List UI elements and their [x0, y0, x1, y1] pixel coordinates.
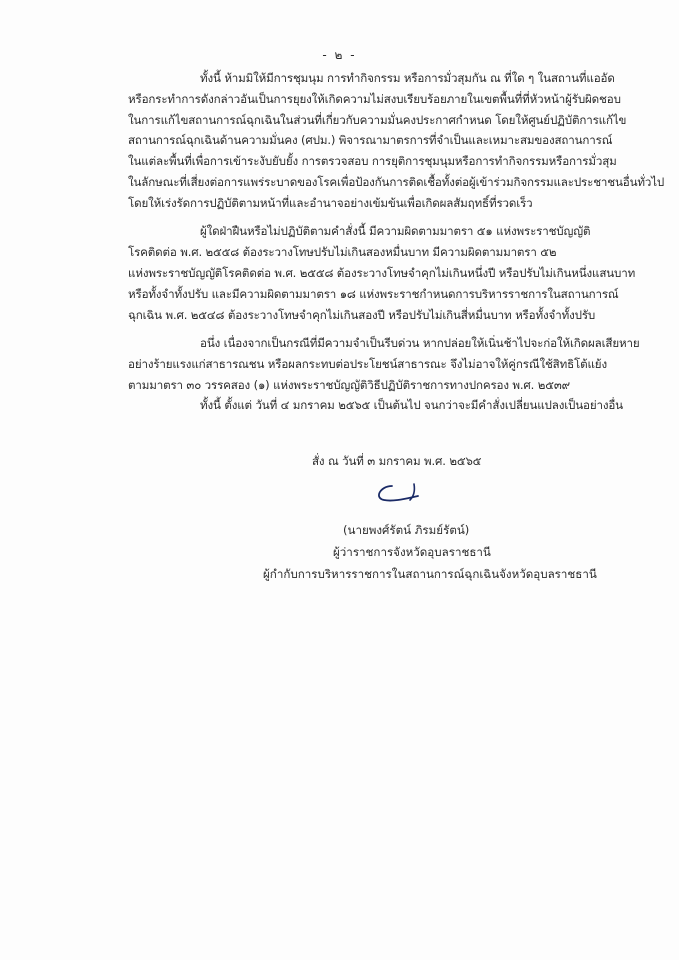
signatory-name: (นายพงศ์รัตน์ ภิรมย์รัตน์)	[343, 523, 470, 537]
paragraph-line: หรือกระทำการดังกล่าวอันเป็นการยุยงให้เกิดความไม่สงบเรียบร้อยภายในเขตพื้นที่ที่หัวหน้าผู้รับผิดชอบ	[128, 92, 621, 106]
paragraph-line: ทั้งนี้ ห้ามมิให้มีการชุมนุม การทำกิจกรรม หรือการมั่วสุมกัน ณ ที่ใด ๆ ในสถานที่แออัด	[200, 71, 615, 85]
signature-mark	[368, 478, 438, 508]
paragraph-line: โดยให้เร่งรัดการปฏิบัติตามหน้าที่และอำนาจอย่างเข้มข้นเพื่อเกิดผลสัมฤทธิ์ที่รวดเร็ว	[128, 196, 533, 210]
paragraph-line: หรือทั้งจำทั้งปรับ และมีความผิดตามมาตรา ๑๘ แห่งพระราชกำหนดการบริหารราชการในสถานการณ์	[128, 287, 619, 301]
paragraph-line: สถานการณ์ฉุกเฉินด้านความมั่นคง (ศปม.) พิจารณามาตรการที่จำเป็นและเหมาะสมของสถานการณ์	[128, 133, 613, 147]
paragraph-line: ในแต่ละพื้นที่เพื่อการเข้าระงับยับยั้ง การตรวจสอบ การยุติการชุมนุมหรือการทำกิจกรรมหรือการมั่วสุม	[128, 154, 617, 168]
paragraph-line: ในลักษณะที่เสี่ยงต่อการแพร่ระบาดของโรคเพื่อป้องกันการติดเชื้อทั้งต่อผู้เข้าร่วมกิจกรรมและประชาชนอื่นทั่วไป	[128, 175, 665, 189]
page-number: - ๒ -	[322, 48, 357, 62]
paragraph-line: ในการแก้ไขสถานการณ์ฉุกเฉินในส่วนที่เกี่ยวกับความมั่นคงประกาศกำหนด โดยให้ศูนย์ปฏิบัติการแก้ไข	[128, 113, 627, 127]
order-date-line: สั่ง ณ วันที่ ๓ มกราคม พ.ศ. ๒๕๖๕	[312, 454, 482, 468]
paragraph-line: อนึ่ง เนื่องจากเป็นกรณีที่มีความจำเป็นรีบด่วน หากปล่อยให้เนิ่นช้าไปจะก่อให้เกิดผลเสียหาย	[200, 336, 640, 350]
paragraph-line: ผู้ใดฝ่าฝืนหรือไม่ปฏิบัติตามคำสั่งนี้ มีความผิดตามมาตรา ๕๑ แห่งพระราชบัญญัติ	[200, 224, 591, 238]
paragraph-line: โรคติดต่อ พ.ศ. ๒๕๕๘ ต้องระวางโทษปรับไม่เกินสองหมื่นบาท มีความผิดตามมาตรา ๕๒	[128, 245, 557, 259]
signatory-position: ผู้ว่าราชการจังหวัดอุบลราชธานี	[333, 545, 491, 559]
paragraph-line: ฉุกเฉิน พ.ศ. ๒๕๔๘ ต้องระวางโทษจำคุกไม่เกินสองปี หรือปรับไม่เกินสี่หมื่นบาท หรือทั้งจำทั้งปรับ	[128, 308, 596, 322]
paragraph-line: ตามมาตรา ๓๐ วรรคสอง (๑) แห่งพระราชบัญญัติวิธีปฏิบัติราชการทางปกครอง พ.ศ. ๒๕๓๙	[128, 378, 570, 392]
effective-date-line: ทั้งนี้ ตั้งแต่ วันที่ ๔ มกราคม ๒๕๖๕ เป็นต้นไป จนกว่าจะมีคำสั่งเปลี่ยนแปลงเป็นอย่างอื่น	[200, 398, 623, 412]
paragraph-line: อย่างร้ายแรงแก่สาธารณชน หรือผลกระทบต่อประโยชน์สาธารณะ จึงไม่อาจให้คู่กรณีใช้สิทธิโต้แย้ง	[128, 357, 607, 371]
paragraph-line: แห่งพระราชบัญญัติโรคติดต่อ พ.ศ. ๒๕๕๘ ต้องระวางโทษจำคุกไม่เกินหนึ่งปี หรือปรับไม่เกินหนึ่งแสนบาท	[128, 266, 636, 280]
signatory-emergency-role: ผู้กำกับการบริหารราชการในสถานการณ์ฉุกเฉินจังหวัดอุบลราชธานี	[263, 567, 597, 581]
